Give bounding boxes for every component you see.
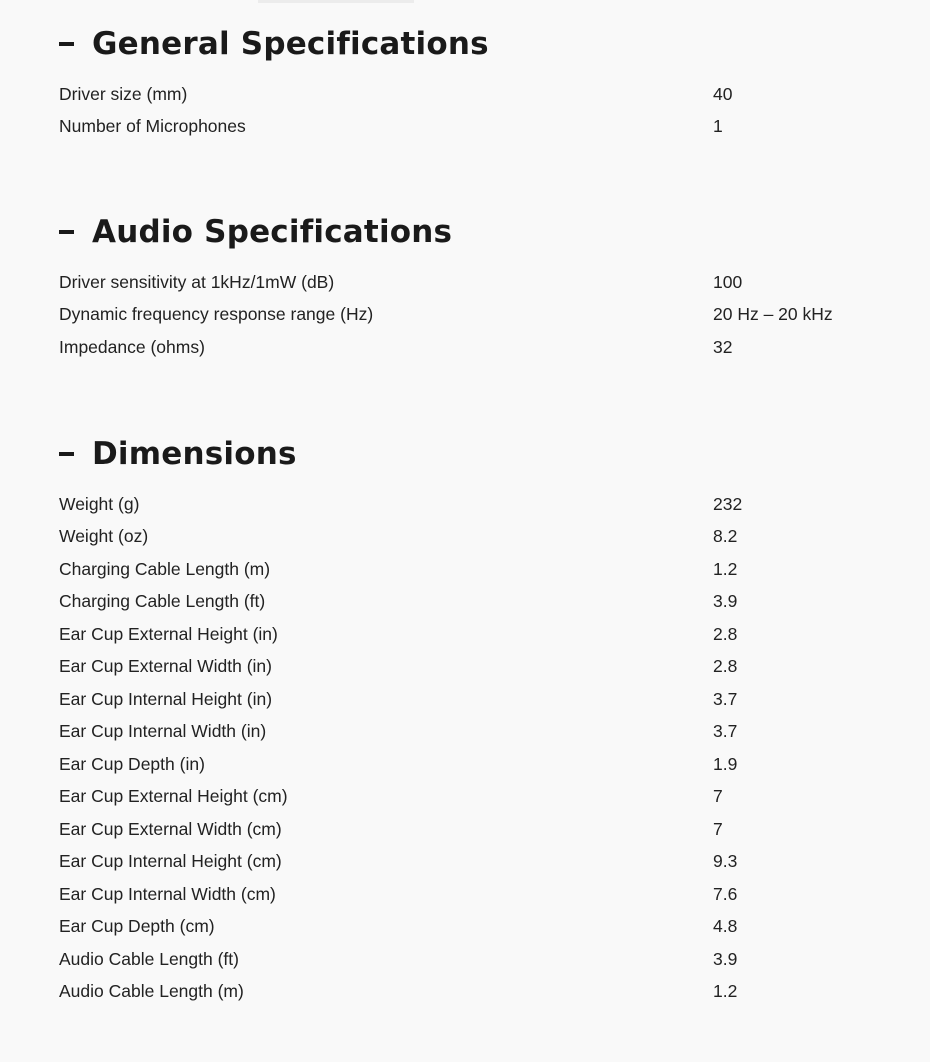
spec-row xyxy=(59,911,879,944)
spec-value: 7 xyxy=(713,786,723,807)
spec-value: 232 xyxy=(713,493,743,514)
spec-label: Ear Cup Depth (in) xyxy=(59,753,205,774)
spec-value: 2.8 xyxy=(713,656,738,677)
spec-value: 1.2 xyxy=(713,981,738,1002)
spec-value: 40 xyxy=(713,83,733,104)
spec-row xyxy=(59,683,879,716)
spec-row xyxy=(59,553,879,586)
spec-row xyxy=(59,299,879,332)
spec-value: 1.2 xyxy=(713,558,738,579)
spec-value: 7.6 xyxy=(713,883,738,904)
section-title: Audio Specifications xyxy=(92,214,453,250)
spec-row xyxy=(59,266,879,299)
section-audio-specifications xyxy=(59,212,879,364)
spec-label: Ear Cup External Width (cm) xyxy=(59,818,282,839)
spec-label: Number of Microphones xyxy=(59,116,246,137)
spec-row xyxy=(59,111,879,144)
top-divider xyxy=(258,0,414,3)
spec-label: Ear Cup Depth (cm) xyxy=(59,916,215,937)
spec-row xyxy=(59,878,879,911)
spec-label: Charging Cable Length (m) xyxy=(59,558,271,579)
spec-value: 100 xyxy=(713,271,743,292)
spec-label: Dynamic frequency response range (Hz) xyxy=(59,304,374,325)
section-general-specifications xyxy=(59,24,879,143)
spec-label: Weight (g) xyxy=(59,493,140,514)
spec-label: Driver size (mm) xyxy=(59,83,188,104)
collapse-minus-icon[interactable] xyxy=(59,452,74,456)
spec-row xyxy=(59,976,879,1009)
spec-row xyxy=(59,618,879,651)
spec-row xyxy=(59,78,879,111)
collapse-minus-icon[interactable] xyxy=(59,42,74,46)
collapse-minus-icon[interactable] xyxy=(59,230,74,234)
spec-value: 3.7 xyxy=(713,721,738,742)
spec-label: Charging Cable Length (ft) xyxy=(59,591,266,612)
spec-row xyxy=(59,331,879,364)
spec-row xyxy=(59,813,879,846)
spec-row xyxy=(59,781,879,814)
spec-row xyxy=(59,521,879,554)
spec-value: 32 xyxy=(713,336,733,357)
spec-label: Ear Cup Internal Height (in) xyxy=(59,688,273,709)
spec-label: Audio Cable Length (ft) xyxy=(59,948,239,969)
spec-label: Impedance (ohms) xyxy=(59,336,205,357)
section-dimensions xyxy=(59,434,879,1008)
spec-value: 3.9 xyxy=(713,948,738,969)
spec-label: Ear Cup Internal Width (in) xyxy=(59,721,267,742)
section-title: Dimensions xyxy=(92,436,297,472)
spec-row xyxy=(59,943,879,976)
spec-value: 3.9 xyxy=(713,591,738,612)
spec-label: Weight (oz) xyxy=(59,526,149,547)
section-header[interactable] xyxy=(59,212,879,252)
spec-value: 20 Hz – 20 kHz xyxy=(713,304,833,325)
spec-row xyxy=(59,586,879,619)
spec-row xyxy=(59,748,879,781)
spec-value: 3.7 xyxy=(713,688,738,709)
spec-list xyxy=(59,78,879,143)
spec-label: Ear Cup Internal Height (cm) xyxy=(59,851,282,872)
section-header[interactable] xyxy=(59,24,879,64)
spec-label: Ear Cup Internal Width (cm) xyxy=(59,883,276,904)
spec-row xyxy=(59,488,879,521)
spec-value: 8.2 xyxy=(713,526,738,547)
section-header[interactable] xyxy=(59,434,879,474)
spec-label: Ear Cup External Height (cm) xyxy=(59,786,288,807)
spec-label: Ear Cup External Height (in) xyxy=(59,623,278,644)
spec-value: 9.3 xyxy=(713,851,738,872)
spec-label: Driver sensitivity at 1kHz/1mW (dB) xyxy=(59,271,335,292)
spec-list xyxy=(59,488,879,1008)
spec-row xyxy=(59,846,879,879)
section-title: General Specifications xyxy=(92,26,489,62)
spec-value: 4.8 xyxy=(713,916,738,937)
spec-value: 1.9 xyxy=(713,753,738,774)
spec-value: 7 xyxy=(713,818,723,839)
spec-value: 2.8 xyxy=(713,623,738,644)
spec-row xyxy=(59,651,879,684)
spec-label: Ear Cup External Width (in) xyxy=(59,656,272,677)
spec-row xyxy=(59,716,879,749)
spec-value: 1 xyxy=(713,116,723,137)
spec-list xyxy=(59,266,879,364)
spec-label: Audio Cable Length (m) xyxy=(59,981,244,1002)
